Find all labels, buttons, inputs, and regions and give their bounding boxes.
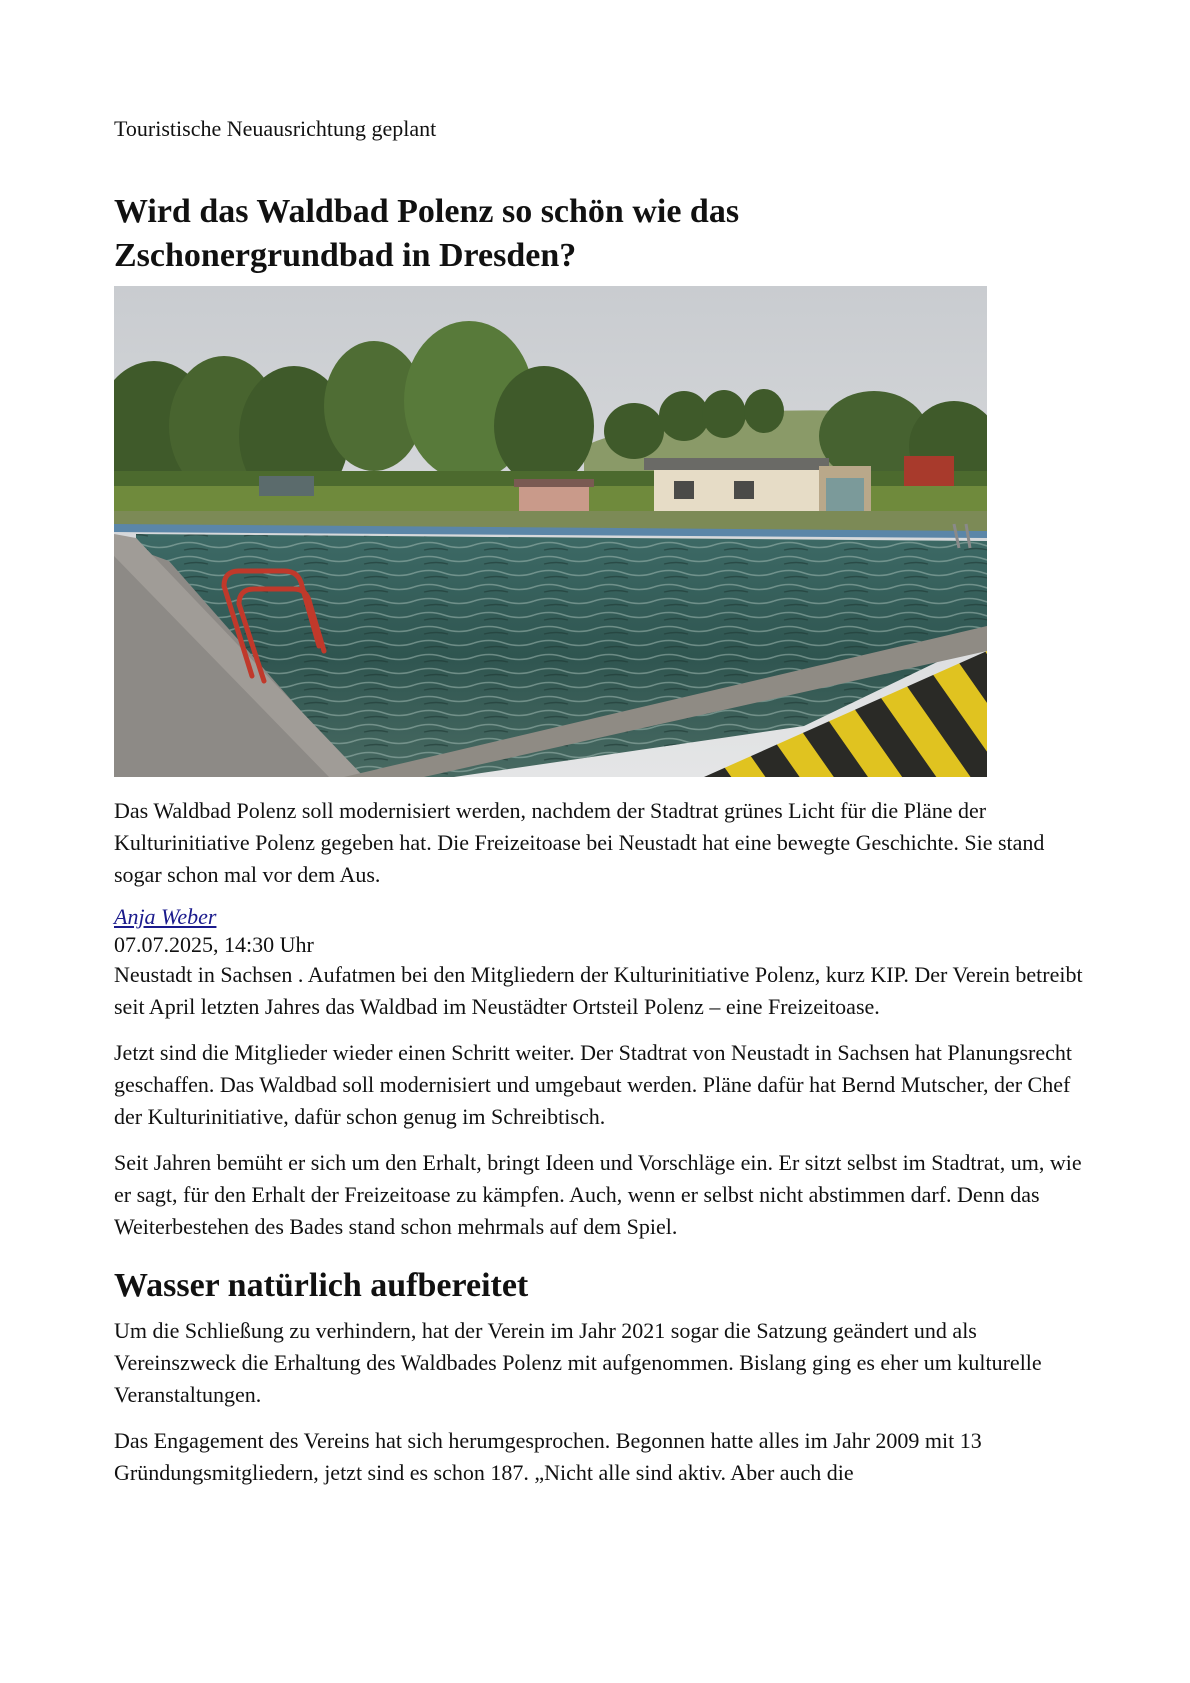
article-body: [114, 795, 1094, 1503]
paragraph: Um die Schließung zu verhindern, hat der Verein im Jahr 2021 sogar die Satzung geändert und als Vereinszweck die Erhaltung des Waldbades Polenz mit aufgenommen. Bislang ging es eher um kulturelle Veranstaltungen.: [114, 1318, 1042, 1407]
section-heading: Wasser natürlich aufbereitet: [114, 1267, 529, 1304]
article-lead: Das Waldbad Polenz soll modernisiert werden, nachdem der Stadtrat grünes Licht für die Pläne der Kulturinitiative Polenz gegeben hat. Die Freizeitoase bei Neustadt hat eine bewegte Geschichte. Sie stand sogar schon mal vor dem Aus.: [114, 798, 1045, 887]
author-link[interactable]: Anja Weber: [114, 904, 217, 929]
article-kicker: Touristische Neuausrichtung geplant: [114, 116, 437, 141]
paragraph: Jetzt sind die Mitglieder wieder einen Schritt weiter. Der Stadtrat von Neustadt in Sachsen hat Planungsrecht geschaffen. Das Waldbad soll modernisiert und umgebaut werden. Pläne dafür hat Bernd Mutscher, der Chef der Kulturinitiative, dafür schon genug im Schreibtisch.: [114, 1040, 1072, 1129]
article-headline: Wird das Waldbad Polenz so schön wie das Zschonergrundbad in Dresden?: [114, 193, 740, 274]
paragraph: Seit Jahren bemüht er sich um den Erhalt, bringt Ideen und Vorschläge ein. Er sitzt selbst im Stadtrat, um, wie er sagt, für den Erhalt der Freizeitoase zu kämpfen. Auch, wenn er selbst nicht abstimmen darf. Denn das Weiterbestehen des Bades stand schon mehrmals auf dem Spiel.: [114, 1150, 1082, 1239]
publish-date: 07.07.2025, 14:30 Uhr: [114, 932, 314, 957]
paragraph: Das Engagement des Vereins hat sich herumgesprochen. Begonnen hatte alles im Jahr 2009 mit 13 Gründungsmitgliedern, jetzt sind es schon 187. „Nicht alle sind aktiv. Aber auch die: [114, 1428, 982, 1485]
article-photo: [114, 286, 987, 777]
paragraph: Neustadt in Sachsen . Aufatmen bei den Mitgliedern der Kulturinitiative Polenz, kurz KIP. Der Verein betreibt seit April letzten Jahres das Waldbad im Neustädter Ortsteil Polenz – eine Freizeitoase.: [114, 962, 1083, 1019]
